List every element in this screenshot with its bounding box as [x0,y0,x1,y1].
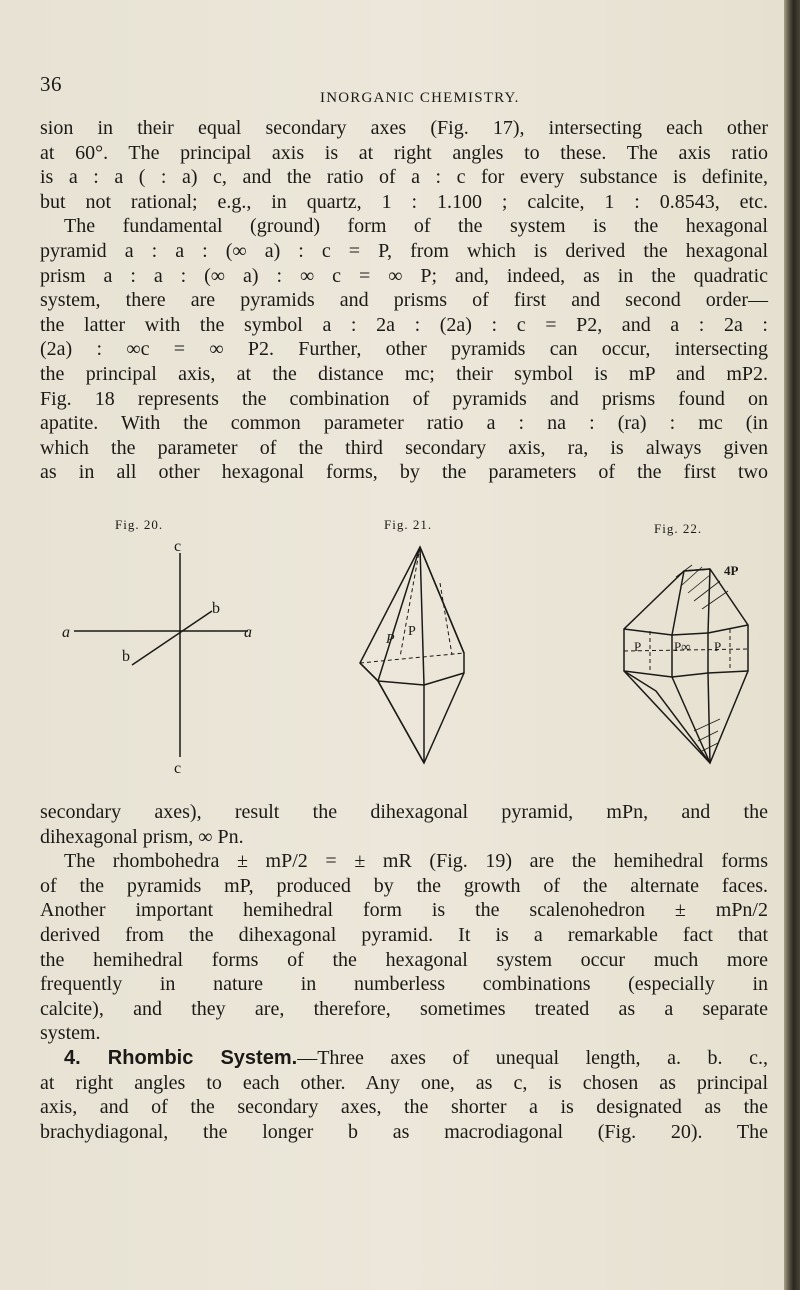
text-line: at right angles to each other. Any one, as c, is chosen as principal [40,1071,768,1094]
text-line: which the parameter of the third secondary axis, ra, is always given [40,436,768,459]
text-line [40,1046,768,1071]
axis-label-c-bottom: c [174,760,182,777]
text-line: sion in their equal secondary axes (Fig. 17), intersecting each other [40,117,768,139]
top-paragraph [40,116,768,485]
face-label-p-left: P [634,639,642,654]
text-line: Fig. 18 represents the combination of pyramids and prisms found on [40,387,768,410]
text-line: dihexagonal prism, ∞ Pn. [40,825,244,848]
fig-21-crystal-diagram [340,535,490,780]
text-line: The rhombohedra ± mP/2 = ± mR (Fig. 19) are the hemihedral forms [64,850,768,873]
text-line: secondary axes), result the dihexagonal pyramid, mPn, and the [40,801,768,823]
text-line: derived from the dihexagonal pyramid. It is a remarkable fact that [40,923,768,946]
text-line: system, there are pyramids and prisms of first and second order— [40,289,768,312]
text-line: The fundamental (ground) form of the system is the hexagonal [64,215,768,238]
text-line: the principal axis, at the distance mc; their symbol is mP and mP2. [40,362,768,385]
face-label-4p: 4P [724,563,739,578]
text-line: (2a) : ∞c = ∞ P2. Further, other pyramids can occur, intersecting [40,338,768,361]
fig-20-caption: Fig. 20. [115,517,164,532]
text-line: frequently in nature in numberless combinations (especially in [40,973,768,996]
book-spine-edge [784,0,800,1290]
fig-22-caption: Fig. 22. [654,521,703,536]
axis-label-a-left: a [62,624,70,641]
text-line: apatite. With the common parameter ratio a : na : (ra) : mc (in [40,412,768,435]
text-line: but not rational; e.g., in quartz, 1 : 1.100 ; calcite, 1 : 0.8543, etc. [40,190,768,213]
text-line: Another important hemihedral form is the scalenohedron ± mPn/2 [40,899,768,922]
text-line: as in all other hexagonal forms, by the parameters of the first two [40,461,768,484]
text-line: at 60°. The principal axis is at right angles to these. The axis ratio [40,141,768,164]
text-line: the hemihedral forms of the hexagonal system occur much more [40,948,768,971]
bottom-paragraphs [40,800,768,1144]
text-line: system. [40,1022,101,1045]
axis-label-b-back: b [212,600,220,617]
text-line: pyramid a : a : (∞ a) : c = P, from which is derived the hexagonal [40,239,768,262]
text-line: calcite), and they are, therefore, sometimes treated as a separate [40,997,768,1020]
text-line: axis, and of the secondary axes, the shorter a is designated as the [40,1096,768,1119]
text-line: prism a : a : (∞ a) : ∞ c = ∞ P; and, indeed, as in the quadratic [40,264,768,287]
text-line: the latter with the symbol a : 2a : (2a) : c = P2, and a : 2a : [40,313,768,336]
text-line: is a : a ( : a) c, and the ratio of a : c for every substance is definite, [40,166,768,189]
running-head: INORGANIC CHEMISTRY. [320,90,520,106]
axis-label-b-front: b [122,648,130,665]
text-line: brachydiagonal, the longer b as macrodiagonal (Fig. 20). The [40,1120,768,1143]
face-label-p-2: P [408,624,416,639]
text-line: of the pyramids mP, produced by the growth of the alternate faces. [40,874,768,897]
text-fragment: —Three axes of unequal length, a. b. c., [297,1046,768,1069]
page-number: 36 [40,72,62,96]
section-heading-rhombic: 4. Rhombic System. [64,1046,298,1069]
axis-label-c-top: c [174,538,182,555]
face-label-p-right: P [714,639,722,654]
fig-21-caption: Fig. 21. [384,517,433,532]
axis-label-a-right: a [244,624,252,641]
fig-22-crystal-diagram [610,545,780,770]
face-label-p-infinity: P∞ [674,639,691,654]
face-label-p-1: P [386,632,395,647]
fig-20-axes-diagram [60,535,260,780]
